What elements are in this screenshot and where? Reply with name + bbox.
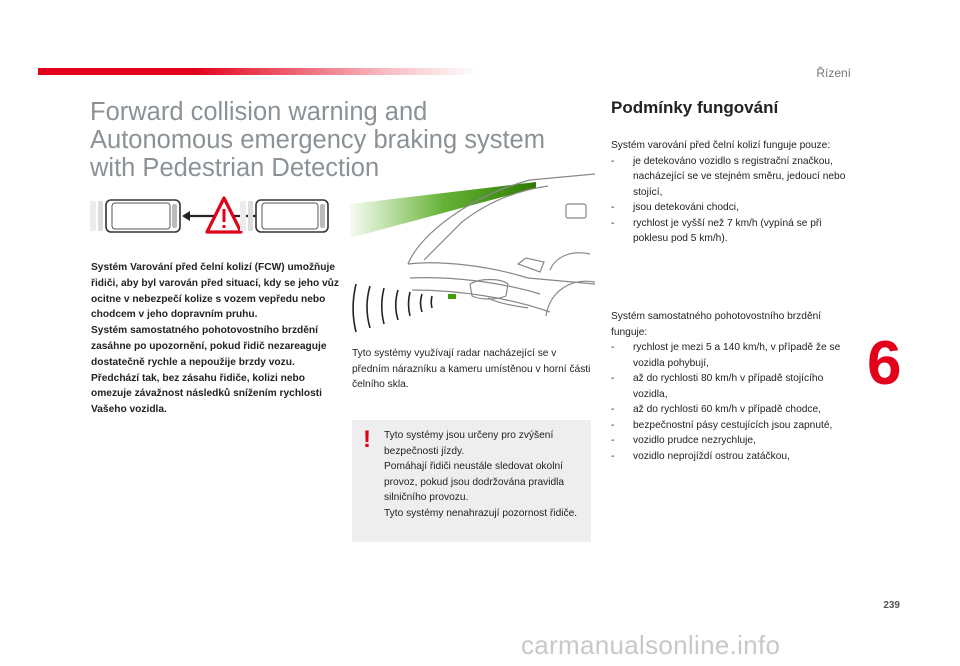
warning-paragraph: Tyto systémy jsou určeny pro zvýšení bezpečnosti jízdy.	[384, 430, 554, 457]
intro-paragraph: Předchází tak, bez zásahu řidiče, kolizi nebo omezuje závažnost následků snížením rychlosti Vašeho vozidla.	[91, 372, 322, 416]
collision-warning-illustration	[88, 196, 333, 236]
intro-paragraph: Systém samostatného pohotovostního brzdění zasáhne po upozornění, pokud řidič nezareaguje dostatečně rychle a nepoužije brzdy vozu.	[91, 325, 327, 368]
section-title: Řízení	[816, 66, 851, 80]
title-line-3: with Pedestrian Detection	[90, 154, 380, 182]
radar-camera-illustration	[350, 166, 595, 338]
camera-beam	[350, 182, 536, 238]
aeb-list	[611, 340, 856, 464]
list-item: - rychlost je vyšší než 7 km/h (vypíná se při poklesu pod 5 km/h).	[611, 217, 822, 244]
list-item: - až do rychlosti 60 km/h v případě chodce,	[611, 404, 822, 415]
fcw-list	[611, 154, 856, 247]
exclamation-icon: !	[363, 426, 371, 453]
page-number: 239	[883, 600, 900, 611]
conditions-heading: Podmínky fungování	[611, 98, 779, 117]
list-item: - bezpečnostní pásy cestujících jsou zapnuté,	[611, 419, 833, 431]
aeb-intro: Systém samostatného pohotovostního brzdění funguje:	[611, 311, 822, 338]
header-accent-bar	[38, 68, 478, 75]
intro-paragraph: Systém Varování před čelní kolizí (FCW) umožňuje řidiči, aby byl varován před situací, kdy se jeho vůz ocitne v nebezpečí kolize s vozem vepředu nebo chodcem v jeho dopravním pruhu.	[91, 262, 339, 321]
intro-text	[91, 260, 347, 418]
chapter-number: 6	[867, 329, 902, 398]
list-item: - až do rychlosti 80 km/h v případě stojícího vozidla,	[611, 373, 824, 400]
list-item: - je detekováno vozidlo s registrační značkou, nacházející se ve stejném směru, jedoucí nebo stojící,	[611, 155, 846, 198]
aeb-conditions	[611, 309, 856, 464]
fcw-conditions	[611, 138, 856, 247]
watermark: carmanualsonline.info	[521, 630, 781, 660]
title-line-1: Forward collision warning and	[90, 98, 428, 126]
radar-waves-icon	[353, 284, 432, 332]
rear-van-icon	[90, 200, 180, 232]
warning-paragraph: Tyto systémy nenahrazují pozornost řidiče.	[384, 507, 578, 519]
warning-text	[384, 428, 589, 521]
title-line-2: Autonomous emergency braking system	[90, 126, 545, 154]
list-item: - jsou detekováni chodci,	[611, 202, 739, 213]
radar-description: Tyto systémy využívají radar nacházející se v předním nárazníku a kameru umístěnou v horní části čelního skla.	[352, 348, 591, 390]
warning-box	[352, 420, 591, 542]
list-item: - vozidlo prudce nezrychluje,	[611, 435, 756, 446]
list-item: - rychlost je mezi 5 a 140 km/h, v případě že se vozidla pohybují,	[611, 342, 841, 369]
warning-paragraph: Pomáhají řidiči neustále sledovat okolní provoz, pokud jsou dodržována pravidla silničního provozu.	[384, 461, 565, 503]
list-item: - vozidlo neprojíždí ostrou zatáčkou,	[611, 450, 790, 462]
fcw-intro: Systém varování před čelní kolizí funguje pouze:	[611, 140, 831, 151]
radar-sensor	[448, 294, 456, 299]
